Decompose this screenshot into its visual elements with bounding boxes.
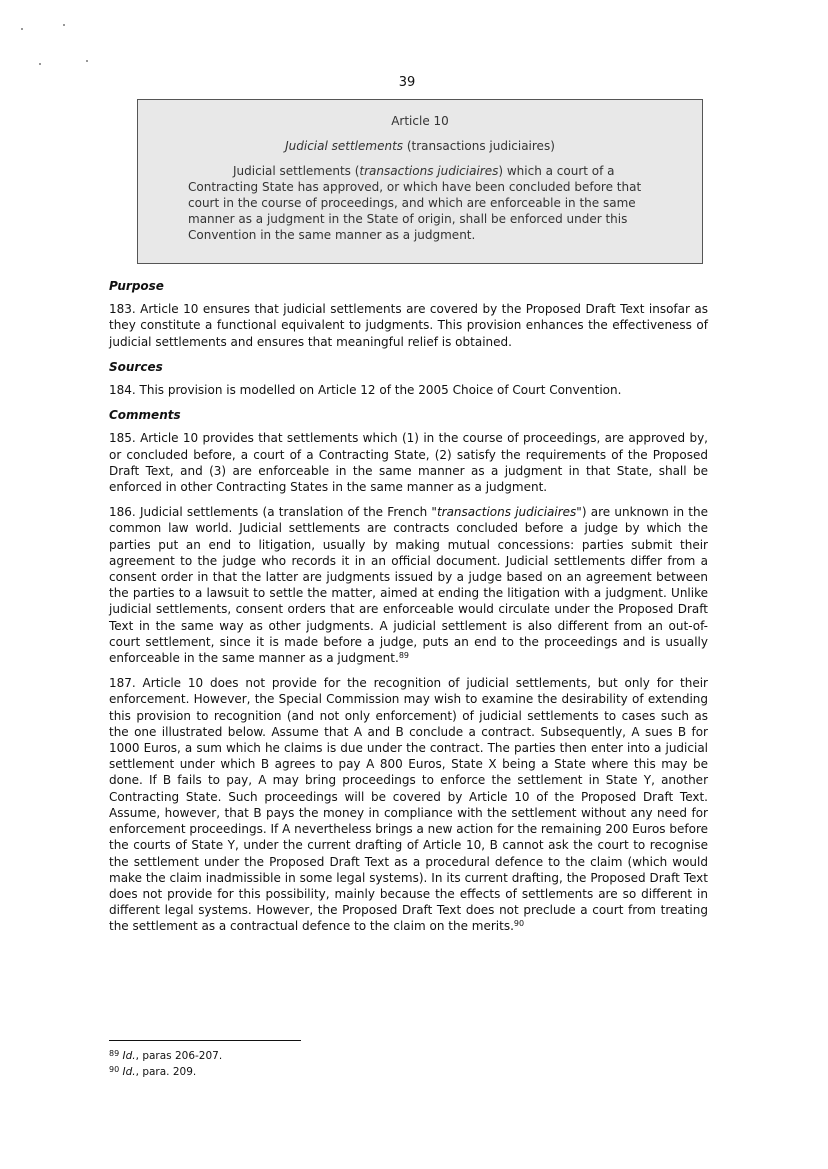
paragraph-186-italic: transactions judiciaires [436, 505, 577, 520]
article-subtitle-italic: Judicial settlements [285, 139, 404, 153]
article-text-italic: transactions judiciaires [359, 164, 499, 178]
footnote-90 [109, 1063, 222, 1079]
footnote-divider [109, 1040, 301, 1041]
article-title: Article 10 [391, 114, 449, 128]
scan-speck [21, 28, 23, 30]
footnote-italic: Id. [122, 1050, 136, 1062]
paragraph-186-part: 186. Judicial settlements (a translation of the French " [109, 505, 437, 520]
footnote-number: 89 [109, 1049, 120, 1058]
scan-speck [86, 60, 88, 62]
paragraph-183: 183. Article 10 ensures that judicial settlements are covered by the Proposed Draft Text insofar as they constitute a functional equivalent to judgments. This provision enhances the effectiveness of judicial settlements and ensures that meaningful relief is obtained. [109, 302, 708, 349]
footnote-ref-90[interactable]: 90 [513, 919, 525, 929]
paragraph-186 [109, 504, 708, 666]
scan-speck [63, 24, 65, 26]
article-text-part: Judicial settlements ( [233, 164, 360, 178]
article-10-box [137, 99, 703, 264]
paragraph-187 [109, 675, 708, 934]
footnotes [109, 1047, 222, 1079]
comments-heading: Comments [109, 408, 181, 423]
footnote-ref-89[interactable]: 89 [398, 651, 409, 661]
footnote-text: , para. 209. [135, 1066, 197, 1078]
footnote-number: 90 [109, 1065, 120, 1074]
footnote-italic: Id. [122, 1066, 136, 1078]
paragraph-186-part: ") are unknown in the common law world. Judicial settlements are contracts concluded before a judge by which the parties put an end to litigation, usually by making mutual concessions: parties submit their agreement to the judge who records it in an official document. Judicial settlements differ from a consent order in that the latter are judgments issued by a judge based on an agreement between the parties to a lawsuit to settle the matter, aimed at ending the litigation with a judgment. Unlike judicial settlements, consent orders that are enforceable would circulate under the Proposed Draft Text in the same way as other judgments. A judicial settlement is also different from an out-of-court settlement, since it is made before a judge, puts an end to the proceedings and is usually enforceable in the same manner as a judgment. [109, 505, 709, 666]
article-text [188, 163, 652, 243]
article-subtitle-rest: (transactions judiciaires) [403, 139, 555, 153]
paragraph-184: 184. This provision is modelled on Article 12 of the 2005 Choice of Court Convention. [109, 383, 622, 398]
footnote-89 [109, 1047, 222, 1063]
article-subtitle [188, 138, 652, 154]
sources-heading: Sources [109, 359, 163, 374]
main-content [109, 278, 708, 944]
page-number: 39 [398, 75, 416, 90]
paragraph-187-text: 187. Article 10 does not provide for the recognition of judicial settlements, but only for their enforcement. However, the Special Commission may wish to examine the desirability of extending this provision to recognition (and not only enforcement) of judicial settlements to cases such as the one illustrated below. Assume that A and B conclude a contract. Subsequently, A sues B for 1000 Euros, a sum which he claims is due under the contract. The parties then enter into a judicial settlement under which B agrees to pay A 800 Euros, State X being a State where this may be done. If B fails to pay, A may bring proceedings to enforce the settlement in State Y, another Contracting State. Such proceedings will be covered by Article 10 of the Proposed Draft Text. Assume, however, that B pays the money in compliance with the settlement without any need for enforcement proceedings. If A nevertheless brings a new action for the remaining 200 Euros before the courts of State Y, under the current drafting of Article 10, B cannot ask the court to recognise the settlement under the Proposed Draft Text as a procedural defence to the claim (which would make the claim inadmissible in some legal systems). In its current drafting, the Proposed Draft Text does not provide for this possibility, mainly because the effects of settlements are so different in different legal systems. However, the Proposed Draft Text does not preclude a court from treating the settlement as a contractual defence to the claim on the merits. [109, 676, 708, 934]
paragraph-185: 185. Article 10 provides that settlements which (1) in the course of proceedings, are approved by, or concluded before, a court of a Contracting State, (2) satisfy the requirements of the Proposed Draft Text, and (3) are enforceable in the same manner as a judgment in that State, shall be enforced in other Contracting States in the same manner as a judgment. [109, 431, 708, 495]
footnote-text: , paras 206-207. [135, 1050, 223, 1062]
scan-speck [39, 63, 41, 65]
purpose-heading: Purpose [109, 279, 164, 293]
article-text-part: ) which a court of a Contracting State has approved, or which have been concluded before that court in the course of proceedings, and which are enforceable in the same manner as a judgment in the State of origin, shall be enforced under this Convention in the same manner as a judgment. [188, 164, 642, 242]
